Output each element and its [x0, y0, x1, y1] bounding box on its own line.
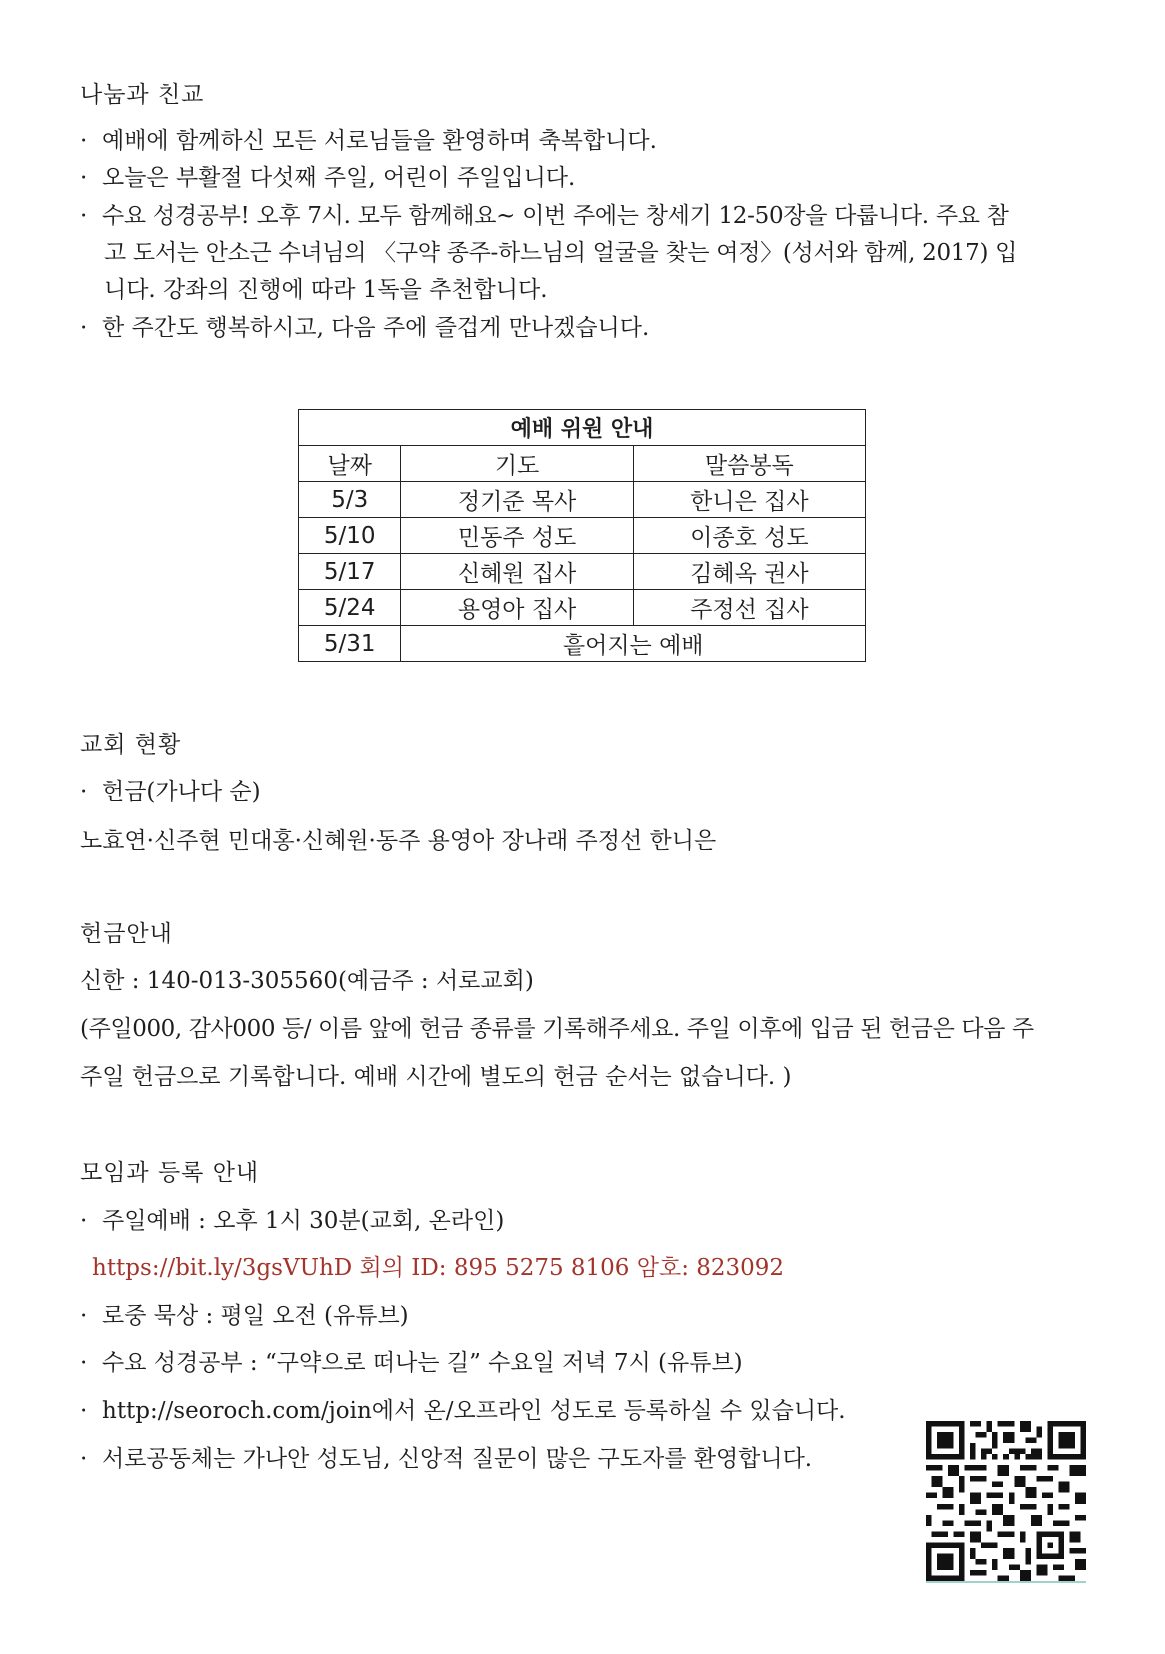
- prayer-cell: 신혜원 집사: [401, 554, 633, 590]
- column-header: 기도: [401, 446, 633, 482]
- column-header: 말씀봉독: [633, 446, 865, 482]
- sharing-item: · 한 주간도 행복하시고, 다음 주에 즐겁게 만나겠습니다.: [80, 315, 650, 341]
- reading-cell: 주정선 집사: [633, 590, 865, 626]
- sunday-service: · 주일예배 : 오후 1시 30분(교회, 온라인): [80, 1208, 505, 1234]
- worship-committee-table: [298, 409, 866, 662]
- welcome-note: · 서로공동체는 가나안 성도님, 신앙적 질문이 많은 구도자를 환영합니다.: [80, 1446, 813, 1472]
- table-row: [299, 482, 866, 518]
- gathering-heading: 모임과 등록 안내: [80, 1160, 260, 1186]
- date-cell: 5/17: [299, 554, 401, 590]
- offering-names: 노효연·신주현 민대홍·신혜원·동주 용영아 장나래 주정선 한니은: [80, 828, 717, 854]
- date-cell: 5/24: [299, 590, 401, 626]
- sharing-item: · 오늘은 부활절 다섯째 주일, 어린이 주일입니다.: [80, 165, 576, 191]
- table-row: [299, 590, 866, 626]
- registration-info: · http://seoroch.com/join에서 온/오프라인 성도로 등록하실 수 있습니다.: [80, 1398, 846, 1424]
- table-row: [299, 518, 866, 554]
- table-row: [299, 554, 866, 590]
- table-header-row: [299, 446, 866, 482]
- status-heading: 교회 현황: [80, 732, 182, 758]
- offering-note: (주일000, 감사000 등/ 이름 앞에 헌금 종류를 기록해주세요. 주일 이후에 입금 된 헌금은 다음 주: [80, 1016, 1034, 1042]
- bible-study: · 수요 성경공부 : “구약으로 떠나는 길” 수요일 저녁 7시 (유튜브): [80, 1350, 743, 1376]
- column-header: 날짜: [299, 446, 401, 482]
- daily-meditation: · 로중 묵상 : 평일 오전 (유튜브): [80, 1303, 409, 1329]
- prayer-cell: 정기준 목사: [401, 482, 633, 518]
- date-cell: 5/31: [299, 626, 401, 662]
- zoom-link[interactable]: https://bit.ly/3gsVUhD 회의 ID: 895 5275 8106 암호: 823092: [92, 1255, 785, 1281]
- reading-cell: 김혜옥 권사: [633, 554, 865, 590]
- date-cell: 5/10: [299, 518, 401, 554]
- date-cell: 5/3: [299, 482, 401, 518]
- qr-underline: [926, 1581, 1086, 1583]
- prayer-cell: 용영아 집사: [401, 590, 633, 626]
- sharing-item-continued: 니다. 강좌의 진행에 따라 1독을 추천합니다.: [104, 277, 548, 303]
- sharing-heading: 나눔과 친교: [80, 82, 205, 108]
- qr-code-icon[interactable]: [926, 1421, 1086, 1581]
- sharing-item: · 예배에 함께하신 모든 서로님들을 환영하며 축복합니다.: [80, 128, 657, 154]
- bank-account: 신한 : 140-013-305560(예금주 : 서로교회): [80, 968, 534, 994]
- scattered-worship-cell: 흩어지는 예배: [401, 626, 866, 662]
- table-row: [299, 626, 866, 662]
- sharing-item: · 수요 성경공부! 오후 7시. 모두 함께해요~ 이번 주에는 창세기 12-50장을 다룹니다. 주요 참: [80, 203, 1009, 229]
- offering-note: 주일 헌금으로 기록합니다. 예배 시간에 별도의 헌금 순서는 없습니다. ): [80, 1064, 792, 1090]
- reading-cell: 한니은 집사: [633, 482, 865, 518]
- sharing-item-continued: 고 도서는 안소근 수녀님의 〈구약 종주-하느님의 얼굴을 찾는 여정〉(성서와 함께, 2017) 입: [104, 240, 1018, 266]
- table-title: 예배 위원 안내: [299, 410, 866, 446]
- offering-info-heading: 헌금안내: [80, 921, 173, 947]
- reading-cell: 이종호 성도: [633, 518, 865, 554]
- prayer-cell: 민동주 성도: [401, 518, 633, 554]
- offering-label: · 헌금(가나다 순): [80, 779, 261, 805]
